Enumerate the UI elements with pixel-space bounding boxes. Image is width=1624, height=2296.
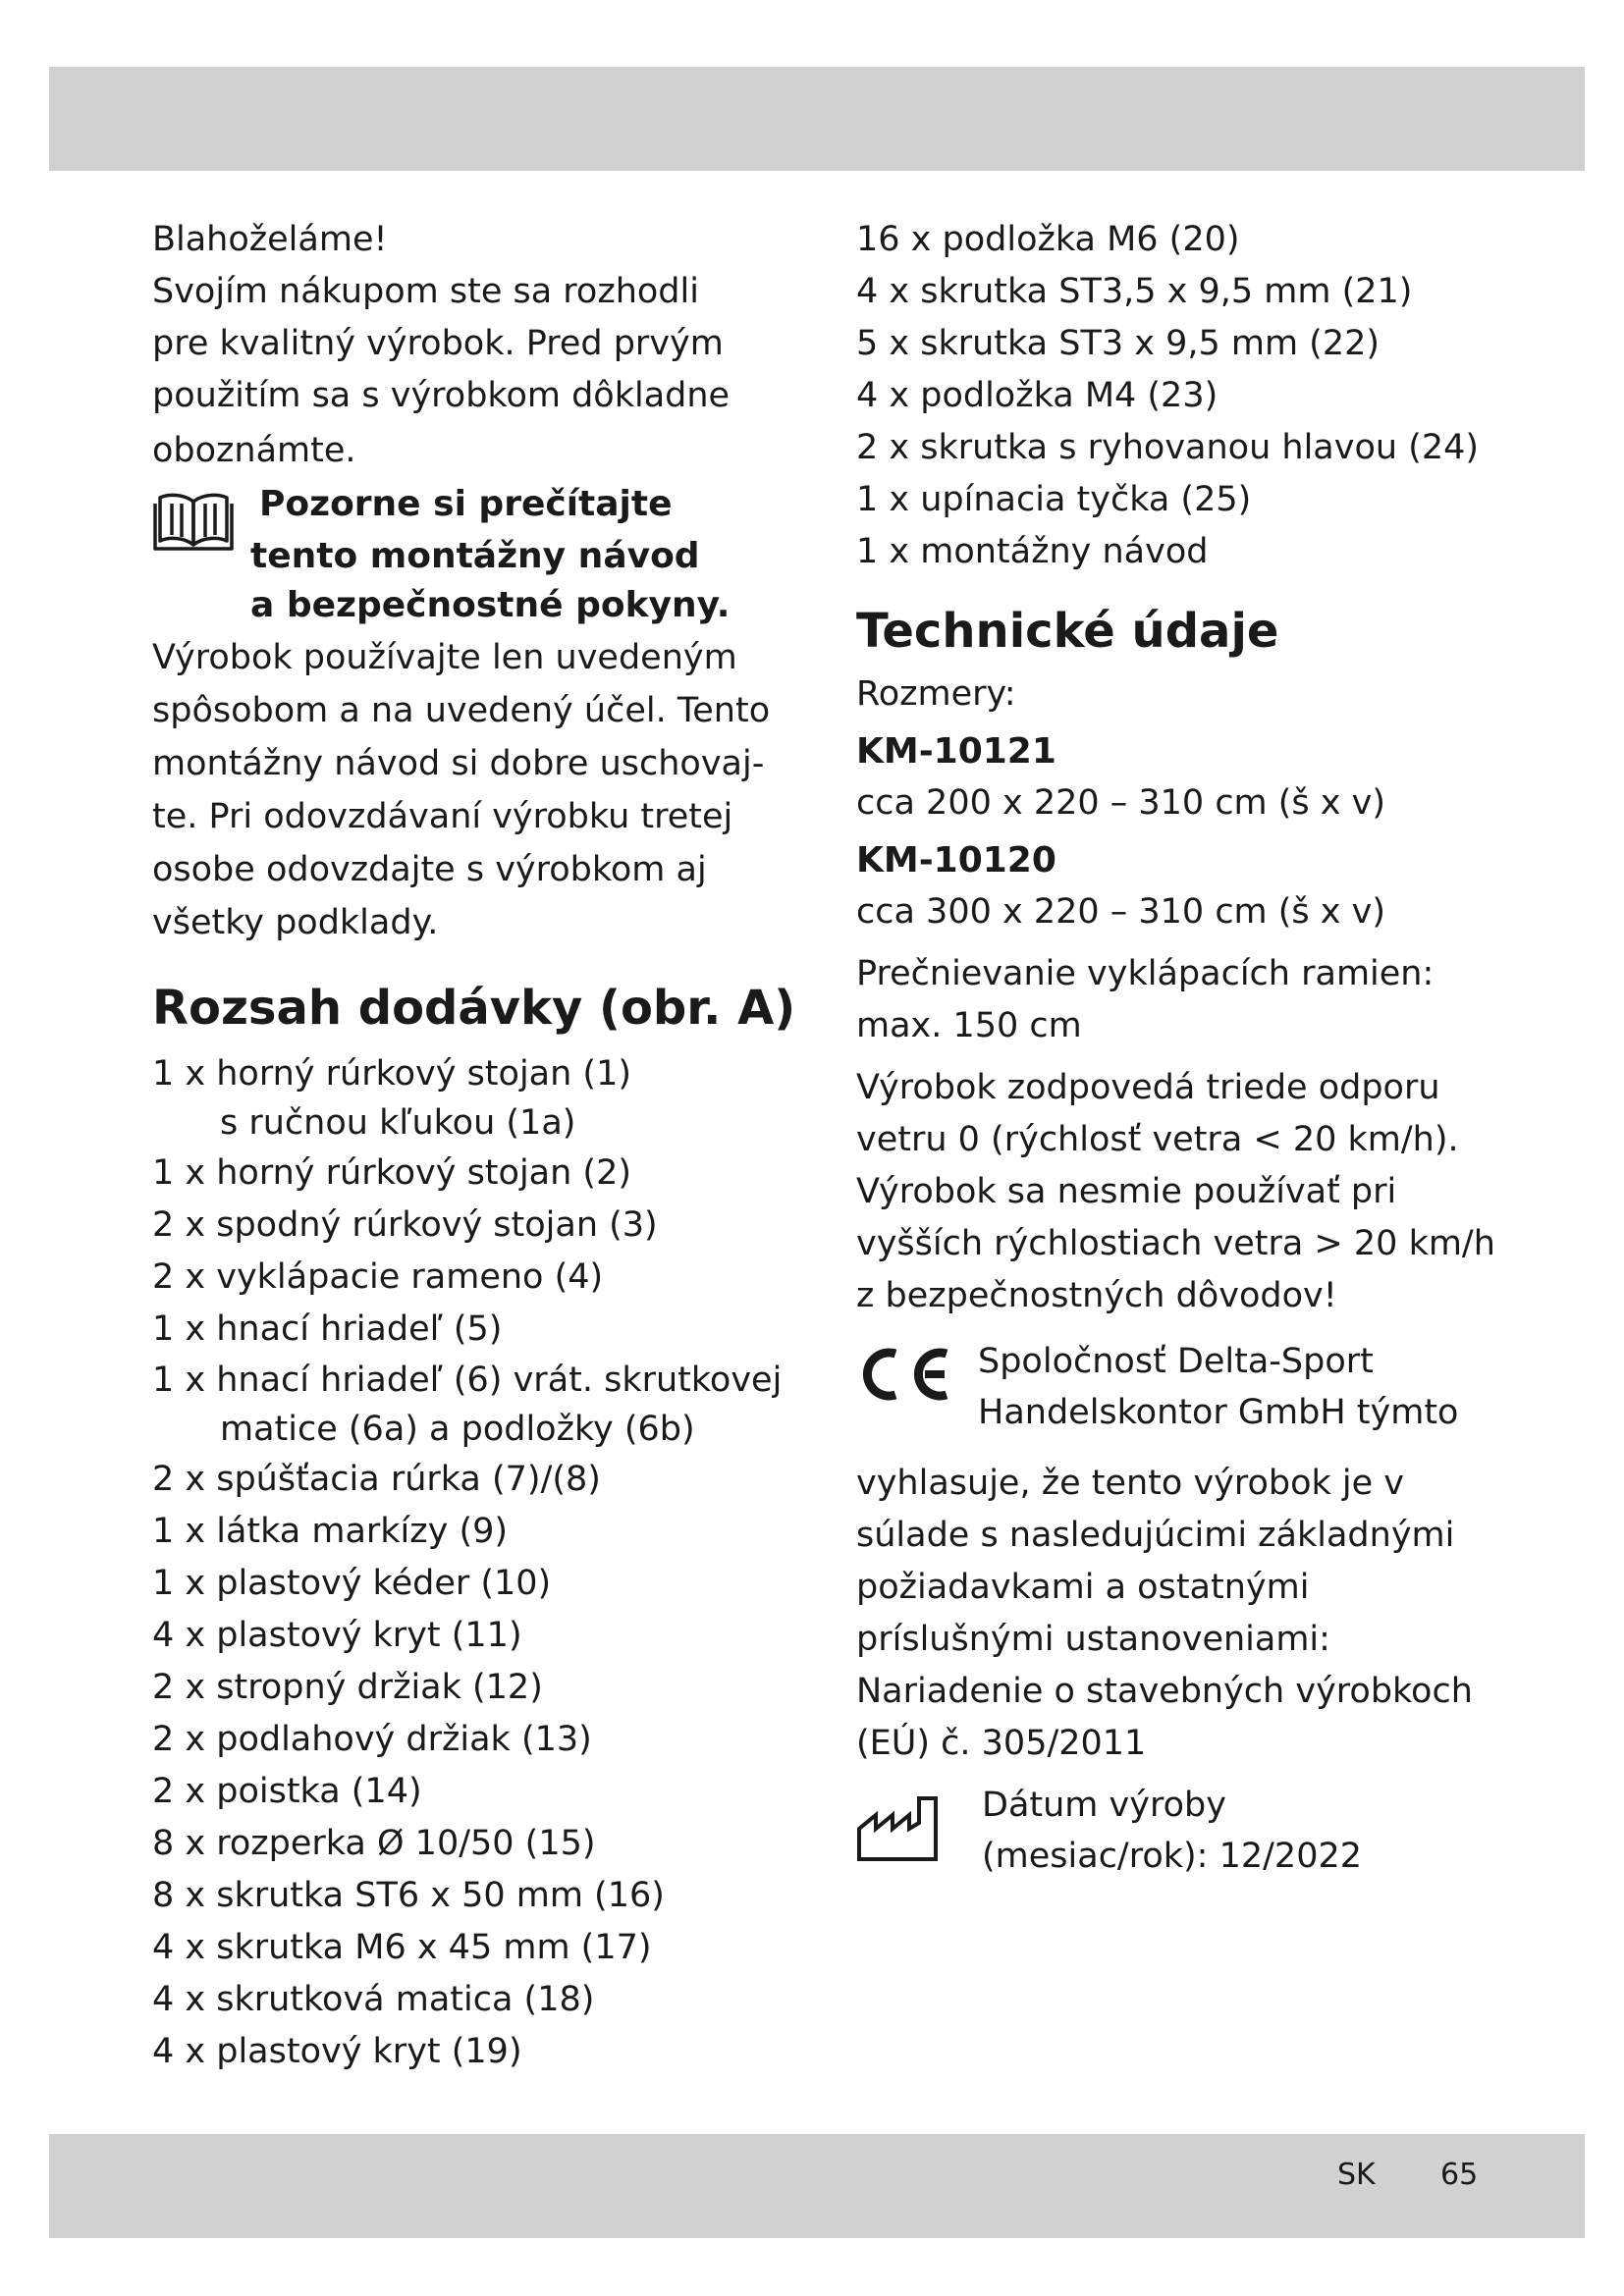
list-item: 4 x skrutková matica (18)	[152, 1980, 595, 2019]
overhang-line: Prečnievanie vyklápacích ramien:	[856, 954, 1435, 993]
usage-line: osobe odovzdajte s výrobkom aj	[152, 850, 707, 889]
list-item: 1 x hnací hriadeľ (6) vrát. skrutkovej	[152, 1361, 783, 1400]
ce-line: vyhlasuje, že tento výrobok je v	[856, 1464, 1405, 1503]
usage-line: Výrobok používajte len uvedeným	[152, 638, 737, 677]
delivery-heading: Rozsah dodávky (obr. A)	[152, 981, 796, 1036]
list-item: 8 x skrutka ST6 x 50 mm (16)	[152, 1876, 665, 1915]
list-item: 1 x hnací hriadeľ (5)	[152, 1309, 503, 1349]
usage-line: te. Pri odovzdávaní výrobku tretej	[152, 797, 733, 836]
intro-line: pre kvalitný výrobok. Pred prvým	[152, 324, 724, 363]
list-item: 16 x podložka M6 (20)	[856, 220, 1240, 259]
manufacture-date	[856, 1780, 1504, 1888]
list-item: 1 x montážny návod	[856, 532, 1209, 571]
list-item: 8 x rozperka Ø 10/50 (15)	[152, 1824, 596, 1863]
intro-text	[152, 214, 790, 477]
intro-line: oboznámte.	[152, 431, 356, 470]
usage-text	[152, 631, 790, 949]
overhang-text	[856, 948, 1504, 1052]
list-item: 1 x horný rúrkový stojan (2)	[152, 1153, 632, 1193]
book-icon	[152, 490, 235, 553]
list-item: 4 x podložka M4 (23)	[856, 376, 1218, 415]
wind-line: Výrobok sa nesmie používať pri	[856, 1172, 1397, 1211]
usage-line: spôsobom a na uvedený účel. Tento	[152, 691, 771, 730]
wind-line: Výrobok zodpovedá triede odporu	[856, 1068, 1440, 1107]
right-column	[856, 214, 1504, 1888]
list-item: 2 x poistka (14)	[152, 1772, 422, 1811]
list-item: 1 x horný rúrkový stojan (1)	[152, 1054, 632, 1094]
ce-line: Nariadenie o stavebných výrobkoch	[856, 1672, 1473, 1711]
dimensions-label: Rozmery:	[856, 674, 1016, 714]
usage-line: všetky podklady.	[152, 903, 439, 942]
list-item: 2 x stropný držiak (12)	[152, 1668, 543, 1707]
footer-language: SK	[1337, 2158, 1376, 2192]
model-name: KM-10121	[856, 731, 1056, 772]
list-item: matice (6a) a podložky (6b)	[220, 1410, 695, 1449]
list-item: 5 x skrutka ST3 x 9,5 mm (22)	[856, 324, 1380, 363]
list-item: 1 x upínacia tyčka (25)	[856, 480, 1252, 519]
wind-line: z bezpečnostných dôvodov!	[856, 1276, 1337, 1315]
list-item: 1 x látka markízy (9)	[152, 1512, 509, 1551]
read-notice-line: tento montážny návod	[250, 536, 700, 576]
list-item: s ručnou kľukou (1a)	[220, 1103, 576, 1143]
list-item: 4 x skrutka ST3,5 x 9,5 mm (21)	[856, 272, 1413, 311]
list-item: 4 x plastový kryt (19)	[152, 2032, 522, 2071]
list-item: 2 x spúšťacia rúrka (7)/(8)	[152, 1460, 601, 1499]
ce-declaration-text	[856, 1458, 1504, 1770]
technical-heading: Technické údaje	[856, 604, 1279, 659]
intro-line: Blahoželáme!	[152, 220, 388, 259]
model-name: KM-10120	[856, 840, 1056, 881]
ce-line: požiadavkami a ostatnými	[856, 1568, 1310, 1607]
manufacture-line: Dátum výroby	[982, 1786, 1226, 1825]
wind-line: vetru 0 (rýchlosť vetra < 20 km/h).	[856, 1120, 1459, 1159]
ce-line: súlade s nasledujúcimi základnými	[856, 1516, 1455, 1555]
read-notice-line: Pozorne si prečítajte	[259, 484, 673, 524]
ce-line: Handelskontor GmbH týmto	[978, 1393, 1459, 1432]
list-item: 2 x skrutka s ryhovanou hlavou (24)	[856, 428, 1480, 467]
intro-line: Svojím nákupom ste sa rozhodli	[152, 272, 699, 311]
model-size: cca 300 x 220 – 310 cm (š x v)	[856, 892, 1385, 932]
overhang-line: max. 150 cm	[856, 1006, 1082, 1045]
delivery-list-continued	[856, 214, 1504, 578]
list-item: 1 x plastový kéder (10)	[152, 1564, 552, 1603]
read-notice-line: a bezpečnostné pokyny.	[250, 585, 731, 625]
delivery-list	[152, 1049, 790, 2078]
read-instructions-notice	[152, 478, 790, 631]
list-item: 2 x podlahový držiak (13)	[152, 1720, 592, 1759]
ce-line: (EÚ) č. 305/2011	[856, 1724, 1147, 1763]
manufacture-line: (mesiac/rok): 12/2022	[982, 1837, 1362, 1876]
list-item: 2 x spodný rúrkový stojan (3)	[152, 1205, 658, 1245]
header-band	[49, 67, 1585, 171]
list-item: 4 x plastový kryt (11)	[152, 1616, 522, 1655]
left-column	[152, 214, 796, 2078]
wind-class-text	[856, 1062, 1504, 1322]
model-size: cca 200 x 220 – 310 cm (š x v)	[856, 783, 1385, 823]
list-item: 4 x skrutka M6 x 45 mm (17)	[152, 1928, 652, 1967]
ce-line: Spoločnosť Delta-Sport	[978, 1342, 1374, 1381]
ce-line: príslušnými ustanoveniami:	[856, 1620, 1330, 1659]
usage-line: montážny návod si dobre uschovaj-	[152, 744, 765, 783]
intro-line: použitím sa s výrobkom dôkladne	[152, 376, 731, 415]
page-number: 65	[1440, 2158, 1479, 2192]
ce-mark-icon	[856, 1346, 954, 1403]
list-item: 2 x vyklápacie rameno (4)	[152, 1257, 604, 1297]
factory-icon	[856, 1795, 939, 1862]
ce-declaration	[856, 1336, 1504, 1458]
wind-line: vyšších rýchlostiach vetra > 20 km/h	[856, 1224, 1495, 1263]
